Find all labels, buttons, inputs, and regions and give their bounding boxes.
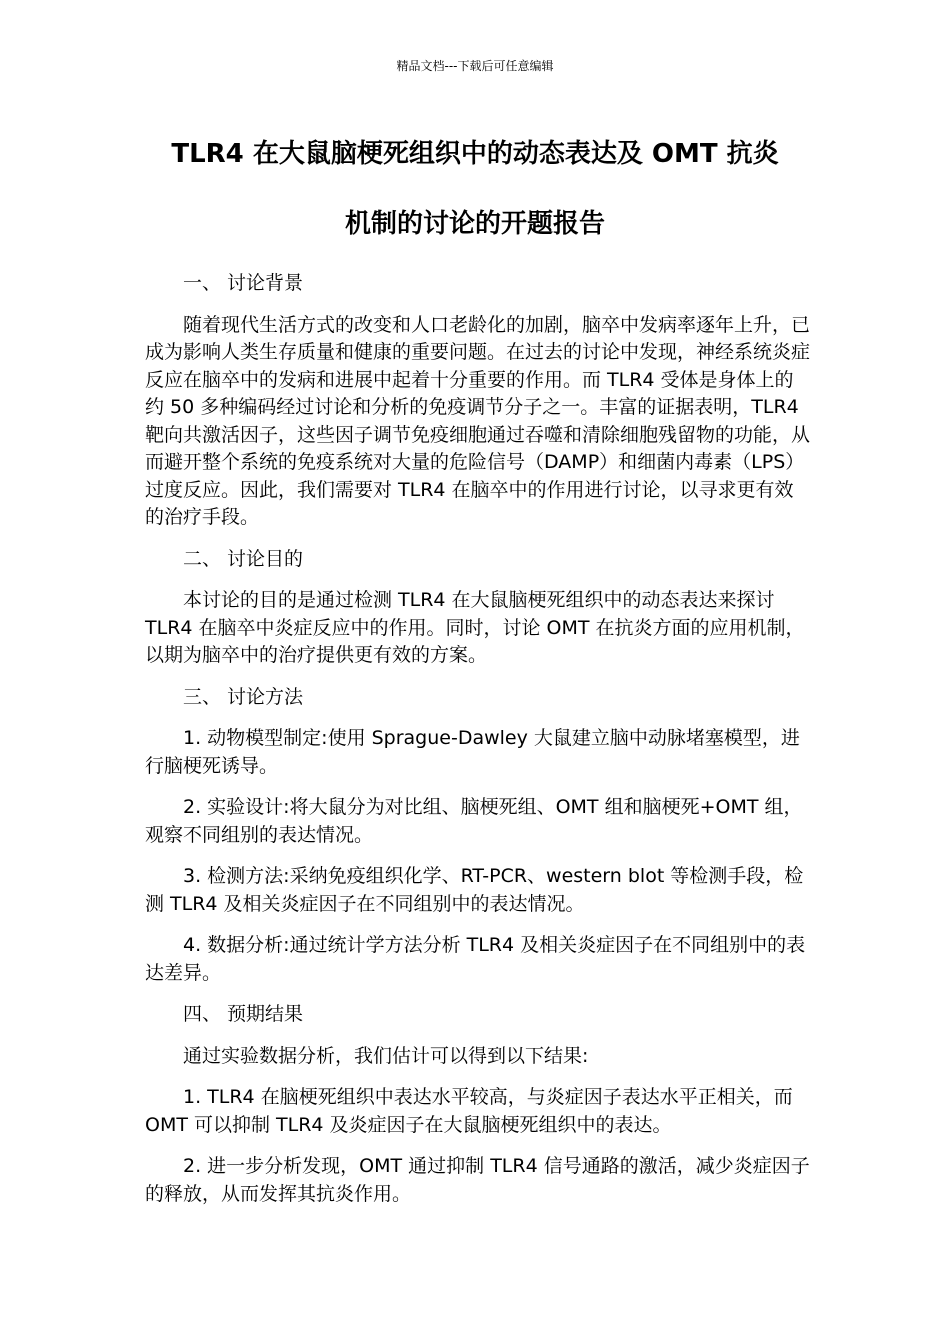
section-heading-purpose: 二、 讨论目的: [183, 547, 304, 570]
methods-item-1: 1. 动物模型制定:使用 Sprague-Dawley 大鼠建立脑中动脉堵塞模型，进行脑梗死诱导。: [145, 727, 800, 777]
section-heading-results: 四、 预期结果: [183, 1003, 304, 1025]
document-body: [145, 270, 810, 1208]
section-heading-background: 一、 讨论背景: [183, 272, 304, 294]
document-title: [100, 136, 850, 242]
title-line-2: 机制的讨论的开题报告: [344, 209, 605, 239]
results-item-1: 1. TLR4 在脑梗死组织中表达水平较高，与炎症因子表达水平正相关，而 OMT 可以抑制 TLR4 及炎症因子在大鼠脑梗死组织中的表达。: [145, 1086, 793, 1136]
methods-item-2: 2. 实验设计:将大鼠分为对比组、脑梗死组、OMT 组和脑梗死+OMT 组，观察不同组别的表达情况。: [145, 796, 803, 846]
background-paragraph: 随着现代生活方式的改变和人口老龄化的加剧，脑卒中发病率逐年上升，已成为影响人类生存质量和健康的重要问题。在过去的讨论中发现，神经系统炎症反应在脑卒中的发病和进展中起着十分重要的作用。而 TLR4 受体是身体上的约 50 多种编码经过讨论和分析的免疫调节分子之一。丰富的证据表明，TLR4 靶向共激活因子，这些因子调节免疫细胞通过吞噬和清除细胞残留物的功能，从而避开整个系统的免疫系统对大量的危险信号（DAMP）和细菌内毒素（LPS）过度反应。因此，我们需要对 TLR4 在脑卒中的作用进行讨论，以寻求更有效的治疗手段。: [145, 313, 811, 528]
results-item-2: 2. 进一步分析发现，OMT 通过抑制 TLR4 信号通路的激活，减少炎症因子的释放，从而发挥其抗炎作用。: [145, 1155, 810, 1205]
header-note: 精品文档---下载后可任意编辑: [396, 59, 554, 73]
purpose-paragraph: 本讨论的目的是通过检测 TLR4 在大鼠脑梗死组织中的动态表达来探讨 TLR4 在脑卒中炎症反应中的作用。同时，讨论 OMT 在抗炎方面的应用机制，以期为脑卒中的治疗提供更有效的方案。: [145, 589, 805, 666]
section-heading-methods: 三、 讨论方法: [183, 685, 304, 708]
methods-item-4: 4. 数据分析:通过统计学方法分析 TLR4 及相关炎症因子在不同组别中的表达差异。: [145, 934, 806, 984]
results-intro: 通过实验数据分析，我们估计可以得到以下结果:: [183, 1044, 589, 1067]
methods-item-3: 3. 检测方法:采纳免疫组织化学、RT-PCR、western blot 等检测手段，检测 TLR4 及相关炎症因子在不同组别中的表达情况。: [145, 865, 804, 915]
title-line-1: TLR4 在大鼠脑梗死组织中的动态表达及 OMT 抗炎: [171, 139, 779, 169]
